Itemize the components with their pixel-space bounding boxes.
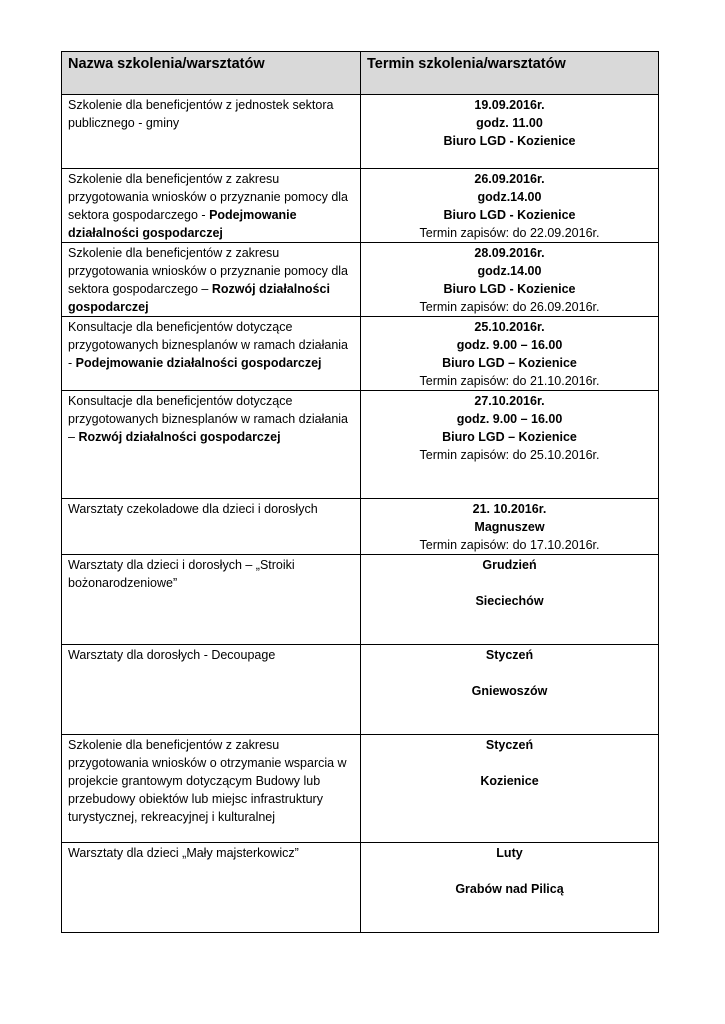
table-row	[62, 317, 659, 391]
term-place: Biuro LGD – Kozienice	[442, 430, 577, 444]
table-row	[62, 645, 659, 735]
table-row	[62, 169, 659, 243]
term-date: 28.09.2016r.	[474, 246, 545, 260]
term-place: Biuro LGD - Kozienice	[443, 134, 576, 148]
training-name: Szkolenie dla beneficjentów z zakresu przygotowania wniosków o przyznanie pomocy dla sektora gospodarczego – Rozwój działalności gospodarczej	[62, 243, 361, 317]
training-name: Warsztaty dla dzieci „Mały majsterkowicz”	[62, 843, 361, 933]
training-term	[361, 169, 659, 243]
term-place: Grabów nad Pilicą	[455, 882, 564, 896]
term-time: godz. 11.00	[476, 116, 543, 130]
term-date: 25.10.2016r.	[474, 320, 545, 334]
training-term	[361, 499, 659, 555]
term-place: Biuro LGD - Kozienice	[443, 282, 576, 296]
term-date: Luty	[496, 846, 523, 860]
table-row	[62, 843, 659, 933]
term-time: godz.14.00	[477, 264, 542, 278]
term-time: godz. 9.00 – 16.00	[456, 338, 563, 352]
training-name: Warsztaty dla dzieci i dorosłych – „Stroiki bożonarodzeniowe”	[62, 555, 361, 645]
term-date: Styczeń	[485, 648, 534, 662]
table-row	[62, 95, 659, 169]
training-name: Konsultacje dla beneficjentów dotyczące przygotowanych biznesplanów w ramach działania - Podejmowanie działalności gospodarczej	[62, 317, 361, 391]
term-date: 27.10.2016r.	[474, 394, 545, 408]
training-name: Szkolenie dla beneficjentów z zakresu przygotowania wniosków o otrzymanie wsparcia w projekcie grantowym dotyczącym Budowy lub przebudowy obiektów lub miejsc infrastruktury turystycznej, rekreacyjnej i kulturalnej	[62, 735, 361, 843]
term-signup: Termin zapisów: do 22.09.2016r.	[419, 226, 600, 240]
term-date: 19.09.2016r.	[474, 98, 545, 112]
training-name: Warsztaty dla dorosłych - Decoupage	[62, 645, 361, 735]
term-place: Magnuszew	[474, 520, 545, 534]
term-date: 21. 10.2016r.	[472, 502, 547, 516]
training-name: Warsztaty czekoladowe dla dzieci i dorosłych	[62, 499, 361, 555]
term-date: Styczeń	[485, 738, 534, 752]
table-row	[62, 555, 659, 645]
term-place: Biuro LGD – Kozienice	[442, 356, 577, 370]
training-name: Konsultacje dla beneficjentów dotyczące przygotowanych biznesplanów w ramach działania – Rozwój działalności gospodarczej	[62, 391, 361, 499]
term-date: Grudzień	[482, 558, 537, 572]
term-place: Biuro LGD - Kozienice	[443, 208, 576, 222]
training-term	[361, 555, 659, 645]
table-row	[62, 499, 659, 555]
training-name: Szkolenie dla beneficjentów z jednostek sektora publicznego - gminy	[62, 95, 361, 169]
term-time: godz.14.00	[477, 190, 542, 204]
table-header-row	[62, 52, 659, 95]
table-row	[62, 735, 659, 843]
training-term	[361, 243, 659, 317]
table-row	[62, 243, 659, 317]
term-time: godz. 9.00 – 16.00	[456, 412, 563, 426]
training-term	[361, 95, 659, 169]
table-row	[62, 391, 659, 499]
training-name: Szkolenie dla beneficjentów z zakresu przygotowania wniosków o przyznanie pomocy dla sektora gospodarczego - Podejmowanie działalności gospodarczej	[62, 169, 361, 243]
term-place: Kozienice	[480, 774, 539, 788]
term-signup: Termin zapisów: do 25.10.2016r.	[419, 448, 600, 462]
training-term	[361, 317, 659, 391]
term-signup: Termin zapisów: do 21.10.2016r.	[419, 374, 600, 388]
schedule-table	[61, 51, 659, 933]
term-place: Gniewoszów	[471, 684, 548, 698]
training-term	[361, 843, 659, 933]
header-date: Termin szkolenia/warsztatów	[361, 52, 659, 95]
training-term	[361, 645, 659, 735]
term-place: Sieciechów	[475, 594, 544, 608]
term-signup: Termin zapisów: do 17.10.2016r.	[419, 538, 600, 552]
training-term	[361, 735, 659, 843]
header-name: Nazwa szkolenia/warsztatów	[62, 52, 361, 95]
term-date: 26.09.2016r.	[474, 172, 545, 186]
training-term	[361, 391, 659, 499]
term-signup: Termin zapisów: do 26.09.2016r.	[419, 300, 600, 314]
